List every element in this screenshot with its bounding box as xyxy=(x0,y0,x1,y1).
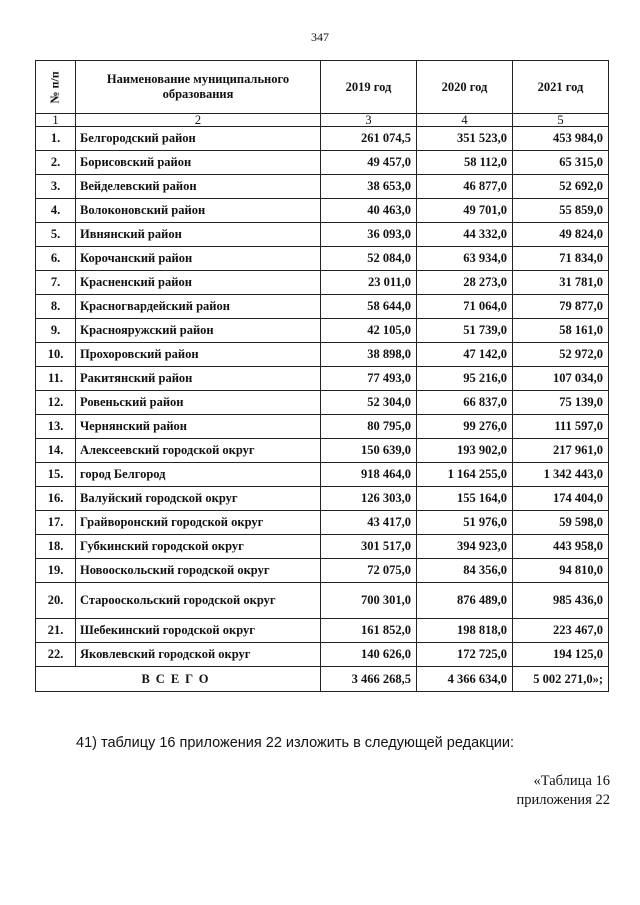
row-number: 8. xyxy=(36,295,76,319)
row-value-2020: 47 142,0 xyxy=(417,343,513,367)
total-2021: 5 002 271,0»; xyxy=(513,667,609,692)
row-value-2020: 51 976,0 xyxy=(417,511,513,535)
row-name: Краснояружский район xyxy=(76,319,321,343)
row-value-2021: 985 436,0 xyxy=(513,583,609,619)
table-row xyxy=(36,199,609,223)
row-value-2021: 31 781,0 xyxy=(513,271,609,295)
row-value-2019: 49 457,0 xyxy=(321,151,417,175)
table-row xyxy=(36,295,609,319)
row-value-2019: 36 093,0 xyxy=(321,223,417,247)
row-value-2019: 301 517,0 xyxy=(321,535,417,559)
table-row xyxy=(36,223,609,247)
row-value-2020: 44 332,0 xyxy=(417,223,513,247)
table-row xyxy=(36,559,609,583)
row-value-2020: 84 356,0 xyxy=(417,559,513,583)
table-row xyxy=(36,643,609,667)
row-value-2021: 52 972,0 xyxy=(513,343,609,367)
table-row xyxy=(36,463,609,487)
row-name: Старооскольский городской округ xyxy=(76,583,321,619)
row-value-2020: 198 818,0 xyxy=(417,619,513,643)
row-number: 12. xyxy=(36,391,76,415)
row-value-2021: 55 859,0 xyxy=(513,199,609,223)
total-label: ВСЕГО xyxy=(36,667,321,692)
total-row xyxy=(36,667,609,692)
row-name: Яковлевский городской округ xyxy=(76,643,321,667)
row-value-2020: 394 923,0 xyxy=(417,535,513,559)
table-row xyxy=(36,415,609,439)
row-value-2021: 65 315,0 xyxy=(513,151,609,175)
row-number: 3. xyxy=(36,175,76,199)
row-number: 1. xyxy=(36,127,76,151)
row-name: Красногвардейский район xyxy=(76,295,321,319)
row-value-2020: 155 164,0 xyxy=(417,487,513,511)
row-value-2021: 194 125,0 xyxy=(513,643,609,667)
row-value-2021: 453 984,0 xyxy=(513,127,609,151)
row-number: 16. xyxy=(36,487,76,511)
row-value-2019: 161 852,0 xyxy=(321,619,417,643)
row-value-2021: 174 404,0 xyxy=(513,487,609,511)
row-name: Ивнянский район xyxy=(76,223,321,247)
table-row xyxy=(36,487,609,511)
row-name: Чернянский район xyxy=(76,415,321,439)
table-row xyxy=(36,583,609,619)
table-row xyxy=(36,343,609,367)
table-row xyxy=(36,439,609,463)
column-index: 1 xyxy=(36,114,76,127)
row-name: Прохоровский район xyxy=(76,343,321,367)
row-value-2020: 351 523,0 xyxy=(417,127,513,151)
row-number: 18. xyxy=(36,535,76,559)
row-value-2019: 43 417,0 xyxy=(321,511,417,535)
row-value-2020: 99 276,0 xyxy=(417,415,513,439)
table-row xyxy=(36,151,609,175)
column-index: 2 xyxy=(76,114,321,127)
table-body xyxy=(36,127,609,667)
header-2019: 2019 год xyxy=(321,61,417,114)
row-value-2020: 876 489,0 xyxy=(417,583,513,619)
row-value-2019: 72 075,0 xyxy=(321,559,417,583)
row-value-2020: 95 216,0 xyxy=(417,367,513,391)
instruction-text: 41) таблицу 16 приложения 22 изложить в следующей редакции: xyxy=(76,735,515,751)
row-value-2020: 49 701,0 xyxy=(417,199,513,223)
row-value-2019: 38 898,0 xyxy=(321,343,417,367)
row-value-2019: 58 644,0 xyxy=(321,295,417,319)
row-value-2021: 58 161,0 xyxy=(513,319,609,343)
row-name: Грайворонский городской округ xyxy=(76,511,321,535)
row-name: Губкинский городской округ xyxy=(76,535,321,559)
row-number: 19. xyxy=(36,559,76,583)
row-name: Валуйский городской округ xyxy=(76,487,321,511)
header-2020: 2020 год xyxy=(417,61,513,114)
table-caption xyxy=(517,772,610,810)
row-value-2021: 52 692,0 xyxy=(513,175,609,199)
row-value-2021: 111 597,0 xyxy=(513,415,609,439)
row-value-2020: 58 112,0 xyxy=(417,151,513,175)
row-number: 2. xyxy=(36,151,76,175)
page-number: 347 xyxy=(311,30,329,44)
caption-line-1: «Таблица 16 xyxy=(533,773,610,789)
table-row xyxy=(36,247,609,271)
table-row xyxy=(36,535,609,559)
row-value-2019: 23 011,0 xyxy=(321,271,417,295)
table-row xyxy=(36,391,609,415)
row-value-2020: 28 273,0 xyxy=(417,271,513,295)
column-index: 3 xyxy=(321,114,417,127)
row-value-2019: 40 463,0 xyxy=(321,199,417,223)
table-row xyxy=(36,175,609,199)
row-number: 11. xyxy=(36,367,76,391)
table-row xyxy=(36,619,609,643)
row-value-2019: 38 653,0 xyxy=(321,175,417,199)
row-value-2021: 71 834,0 xyxy=(513,247,609,271)
row-number: 21. xyxy=(36,619,76,643)
row-number: 6. xyxy=(36,247,76,271)
header-num: № п/п xyxy=(36,61,76,114)
row-value-2019: 261 074,5 xyxy=(321,127,417,151)
row-value-2019: 140 626,0 xyxy=(321,643,417,667)
row-value-2020: 46 877,0 xyxy=(417,175,513,199)
table-row xyxy=(36,319,609,343)
row-name: Красненский район xyxy=(76,271,321,295)
row-value-2019: 52 084,0 xyxy=(321,247,417,271)
total-2020: 4 366 634,0 xyxy=(417,667,513,692)
total-2019: 3 466 268,5 xyxy=(321,667,417,692)
row-name: Белгородский район xyxy=(76,127,321,151)
row-name: Борисовский район xyxy=(76,151,321,175)
row-number: 20. xyxy=(36,583,76,619)
column-index: 5 xyxy=(513,114,609,127)
row-value-2019: 77 493,0 xyxy=(321,367,417,391)
row-value-2021: 59 598,0 xyxy=(513,511,609,535)
row-value-2020: 66 837,0 xyxy=(417,391,513,415)
row-number: 14. xyxy=(36,439,76,463)
row-name: Вейделевский район xyxy=(76,175,321,199)
row-value-2019: 80 795,0 xyxy=(321,415,417,439)
row-value-2021: 443 958,0 xyxy=(513,535,609,559)
row-value-2021: 75 139,0 xyxy=(513,391,609,415)
row-value-2021: 107 034,0 xyxy=(513,367,609,391)
row-name: город Белгород xyxy=(76,463,321,487)
row-value-2020: 1 164 255,0 xyxy=(417,463,513,487)
row-number: 13. xyxy=(36,415,76,439)
row-value-2020: 71 064,0 xyxy=(417,295,513,319)
row-number: 15. xyxy=(36,463,76,487)
row-number: 17. xyxy=(36,511,76,535)
table-row xyxy=(36,511,609,535)
row-value-2021: 49 824,0 xyxy=(513,223,609,247)
table-row xyxy=(36,127,609,151)
row-name: Волоконовский район xyxy=(76,199,321,223)
row-name: Корочанский район xyxy=(76,247,321,271)
table-row xyxy=(36,271,609,295)
row-value-2019: 918 464,0 xyxy=(321,463,417,487)
row-number: 7. xyxy=(36,271,76,295)
row-value-2019: 42 105,0 xyxy=(321,319,417,343)
row-name: Шебекинский городской округ xyxy=(76,619,321,643)
header-2021: 2021 год xyxy=(513,61,609,114)
row-value-2021: 217 961,0 xyxy=(513,439,609,463)
row-number: 4. xyxy=(36,199,76,223)
row-name: Новооскольский городской округ xyxy=(76,559,321,583)
row-number: 9. xyxy=(36,319,76,343)
row-value-2021: 1 342 443,0 xyxy=(513,463,609,487)
row-value-2019: 126 303,0 xyxy=(321,487,417,511)
row-number: 22. xyxy=(36,643,76,667)
row-value-2020: 172 725,0 xyxy=(417,643,513,667)
row-value-2020: 51 739,0 xyxy=(417,319,513,343)
row-value-2020: 193 902,0 xyxy=(417,439,513,463)
table-row xyxy=(36,367,609,391)
column-index-row xyxy=(36,114,609,127)
row-name: Алексеевский городской округ xyxy=(76,439,321,463)
row-value-2019: 700 301,0 xyxy=(321,583,417,619)
row-value-2021: 94 810,0 xyxy=(513,559,609,583)
table-header-row xyxy=(36,61,609,114)
row-value-2021: 223 467,0 xyxy=(513,619,609,643)
caption-line-2: приложения 22 xyxy=(516,792,610,808)
row-number: 5. xyxy=(36,223,76,247)
row-name: Ровеньский район xyxy=(76,391,321,415)
header-name: Наименование муниципального образования xyxy=(76,61,321,114)
row-value-2019: 150 639,0 xyxy=(321,439,417,463)
row-value-2019: 52 304,0 xyxy=(321,391,417,415)
row-value-2020: 63 934,0 xyxy=(417,247,513,271)
row-value-2021: 79 877,0 xyxy=(513,295,609,319)
column-index: 4 xyxy=(417,114,513,127)
budget-table xyxy=(35,60,609,692)
row-name: Ракитянский район xyxy=(76,367,321,391)
row-number: 10. xyxy=(36,343,76,367)
